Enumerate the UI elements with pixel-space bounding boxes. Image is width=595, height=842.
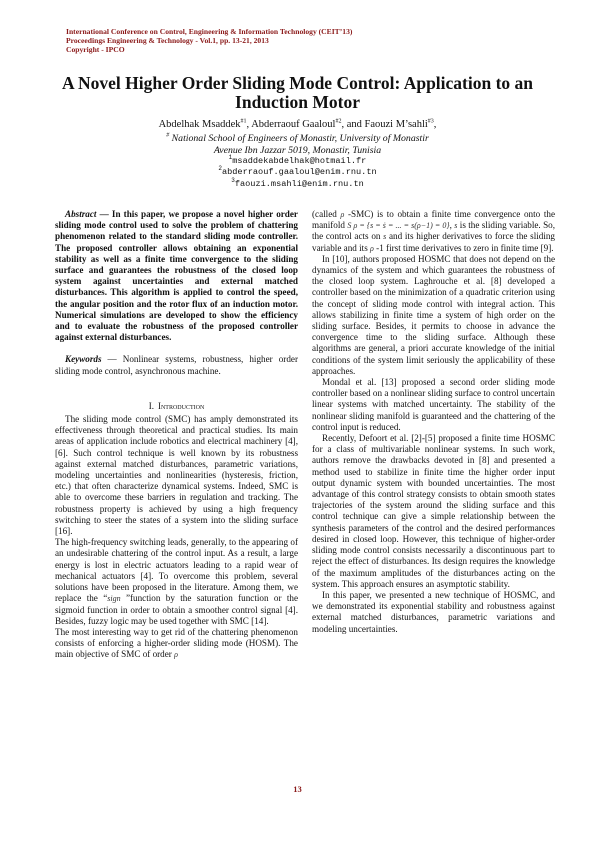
- left-column: [55, 209, 298, 661]
- paragraph-text: is the sliding variable. So, the control acts on: [312, 220, 556, 242]
- conference-header: [66, 27, 536, 55]
- paragraph: [312, 209, 555, 254]
- paragraph: [55, 627, 298, 661]
- email-link[interactable]: msaddekabdelhak@hotmail.fr: [232, 156, 367, 166]
- paragraph: [55, 537, 298, 627]
- section-heading: [55, 401, 298, 412]
- author-name: , Abderraouf Gaaloul: [246, 119, 336, 130]
- right-column: [312, 209, 555, 635]
- math-rho: ρ: [340, 210, 345, 219]
- page-number: 13: [293, 784, 302, 794]
- author-marker: #2: [335, 118, 342, 125]
- paragraph-text: and its higher derivatives to force the sliding variable and its: [312, 231, 555, 253]
- affiliation-marker: #: [166, 132, 170, 139]
- math-sign: sign: [107, 594, 121, 604]
- email-list: [40, 156, 555, 190]
- math-rho: ρ: [174, 650, 178, 660]
- section-title: Introduction: [157, 400, 205, 411]
- abstract: [55, 209, 298, 343]
- affiliation-line: Avenue Ibn Jazzar 5019, Monastir, Tunisia: [213, 144, 382, 156]
- affiliation-line: National School of Engineers of Monastir, University of Monastir: [169, 133, 429, 144]
- paragraph-text: -SMC) is to obtain a finite time convergence onto the manifold: [312, 209, 555, 231]
- conference-name: International Conference on Control, Engineering & Information Technology (CEIT’13): [66, 27, 353, 36]
- copyright: Copyright - IPCO: [66, 45, 125, 55]
- paragraph: Mondal et al. [13] proposed a second order sliding mode controller based on a nonlinear sliding surface to control uncertain linear systems with matched uncertainty. The stability of the nonlinear sliding manifold is guaranteed and the chattering of the control input is reduced.: [312, 377, 555, 432]
- paragraph-text: ”function by the saturation function or the sigmoid function in order to obtain a smoother control signal [4]. Besides, fuzzy logic may be used together with SMC [14].: [55, 593, 298, 626]
- keywords-text: — Nonlinear systems, robustness, higher order sliding mode control, asynchronous machine.: [55, 354, 298, 376]
- section-number: I.: [148, 400, 154, 411]
- paragraph-text: (called: [312, 209, 341, 219]
- paper-title: A Novel Higher Order Sliding Mode Control: Application to an Induction Motor: [61, 73, 534, 112]
- email-item: [40, 167, 555, 178]
- paragraph: In [10], authors proposed HOSMC that does not depend on the dynamics of the system and which guarantees the robustness of the closed loop system. Laghrouche et al. [8] developed a controller based on the minimization of a quadratic criterion using the concept of sliding mode control with integral action. This allows stabilizing in finite time a system of high order on the sliding surface. Besides, it permits to choose in advance the convergence time to the sliding surface. Although these algorithms are general, a priori accurate knowledge of the initial conditions of the system limit seriously the applicability of these approaches.: [312, 253, 555, 376]
- paragraph: Recently, Defoort et al. [2]-[5] proposed a finite time HOSMC for a class of multivariable nonlinear systems. In such work, authors remove the drawbacks devoted in [8] and presented a method used to stabilize in finite time the higher order input output dynamic system with bounded uncertainties. The most advantage of this control strategy consists to obtain smooth states trajectories of the system around the sliding surface and this control technique can give a simple relationship between the synthesis parameters of the control and the desired performances desired in closed loop. However, this technique of higher-order sliding mode control consists necessarily a discontinuous part to reject the effect of disturbances. Its design requires the knowledge of the maximum amplitudes of the disturbances acting on the system. This approach ensures an asymptotic stability.: [312, 433, 555, 589]
- affiliation: [40, 133, 555, 156]
- author-marker: #1: [240, 118, 247, 125]
- author-name: Abdelhak Msaddek: [158, 119, 241, 130]
- math-manifold: S ρ = {s = ṡ = ... = s(ρ−1) = 0}: [347, 221, 450, 231]
- author-marker: #3: [427, 118, 434, 125]
- email-marker: 3: [231, 176, 235, 184]
- email-marker: 1: [228, 154, 233, 162]
- math-s: s: [454, 221, 458, 231]
- author-list: [40, 118, 555, 131]
- paragraph-text: The high-frequency switching leads, generally, to the appearing of an undesirable chattering of the control input. As a result, a large energy is lost in electric actuators leading to a rapid wear of mechanical actuators [4]. To overcome this problem, several solutions have been proposed in the literature. Among them, we replace the “: [55, 537, 298, 604]
- paragraph-text: The most interesting way to get rid of the chattering phenomenon consists of enforcing a higher-order sliding mode (HOSM). The main objective of SMC of order: [55, 626, 298, 660]
- email-link[interactable]: abderraouf.gaaloul@enim.rnu.tn: [221, 167, 377, 178]
- abstract-text: — In this paper, we propose a novel higher order sliding mode control used to solve the problem of chattering phenomenon related to the standard sliding mode controller. The proposed controller allows obtaining an exponential stability as well as a finite time convergence to the sliding surface and guarantees the robustness of the closed loop system against uncertainties and external matched disturbances. This algorithm is applied to control the speed, the angular position and the rotor flux of an induction motor. Numerical simulations are developed to show the efficiency and to evaluate the robustness of the proposed controller against external disturbances.: [55, 209, 298, 343]
- email-marker: 2: [218, 165, 222, 173]
- email-item: [40, 156, 555, 167]
- math-s: s: [383, 232, 387, 242]
- email-link[interactable]: faouzi.msahli@enim.rnu.tn: [234, 178, 364, 189]
- keywords-label: Keywords: [65, 354, 102, 365]
- math-rho: ρ: [370, 243, 374, 253]
- abstract-label: Abstract: [65, 209, 97, 219]
- email-item: [40, 176, 555, 190]
- author-name: , and Faouzi M’sahli: [341, 119, 428, 130]
- paragraph-text: -1 first time derivatives to zero in finite time [9].: [373, 242, 554, 253]
- proceedings-info: Proceedings Engineering & Technology - Vol.1, pp. 13-21, 2013: [66, 36, 269, 46]
- keywords: [55, 354, 298, 376]
- paragraph: The sliding mode control (SMC) has amply demonstrated its effectiveness through theoretical and practical studies. Its main areas of application include robotics and electrical machinery [4], [6]. Such control technique is well known by its robustness against external matched disturbances, parametric variations, modeling uncertainties and nonlinearities (hysteresis, friction, etc.) that often characterize dynamical systems. Indeed, SMC is able to overcome these barriers in regulation and tracking. The robustness property is achieved by using a high frequency switching to steer the states of a system into the sliding surface [16].: [55, 414, 298, 537]
- author-separator: ,: [433, 119, 437, 130]
- paragraph-text: ,: [449, 220, 455, 231]
- paragraph: In this paper, we presented a new technique of HOSMC, and we demonstrated its exponential stability and robustness against external matched disturbances, parametric variations and modeling uncertainties.: [312, 589, 555, 634]
